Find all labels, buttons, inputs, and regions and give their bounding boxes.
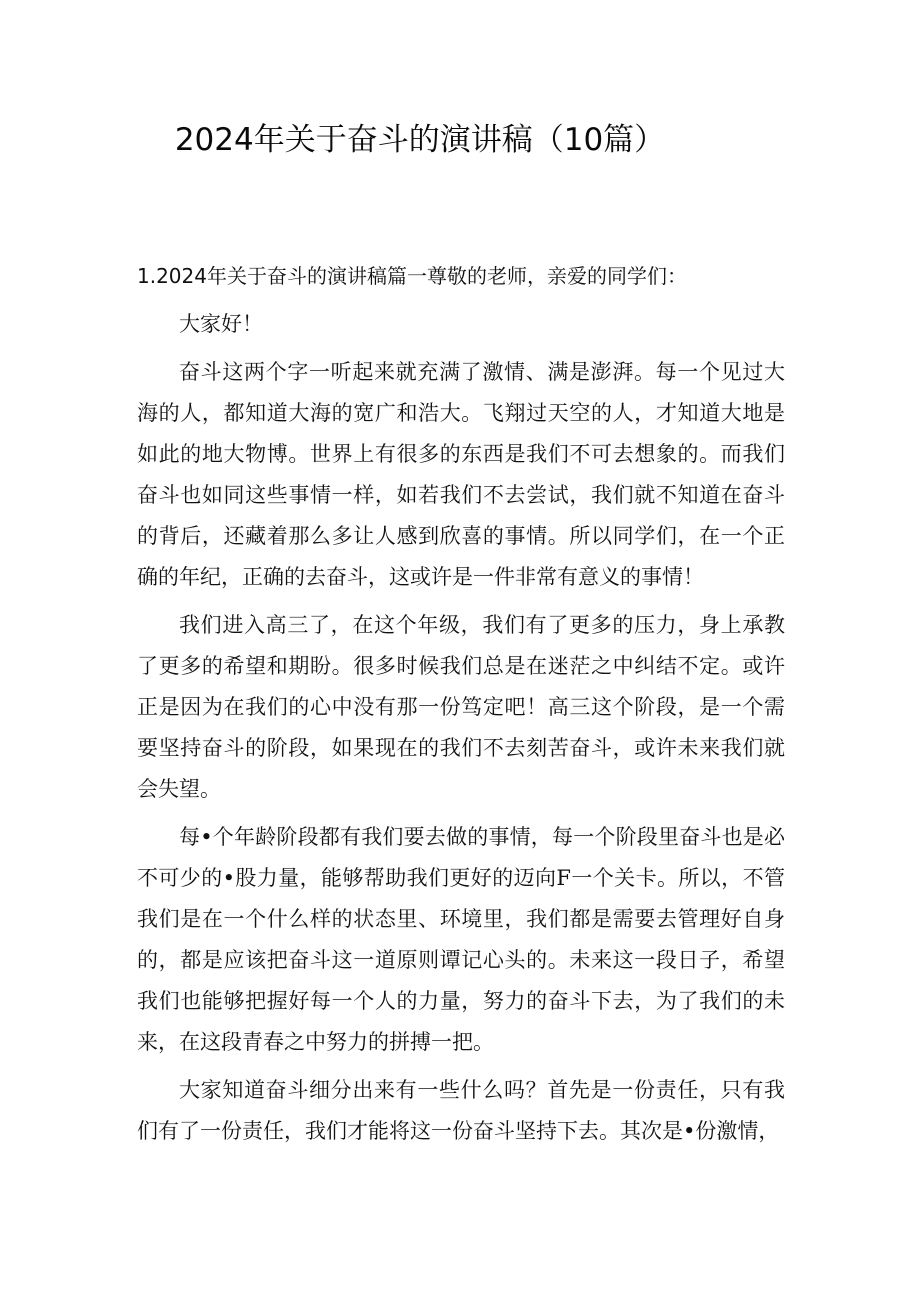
paragraph: 奋斗这两个字一听起来就充满了激情、满是澎湃。每一个见过大海的人，都知道大海的宽广和浩大。飞翔过天空的人，才知道大地是如此的地大物博。世界上有很多的东西是我们不可去想象的。而我们奋斗也如同这些事情一样，如若我们不去尝试，我们就不知道在奋斗的背后，还藏着那么多让人感到欣喜的事情。所以同学们，在一个正确的年纪，正确的去奋斗，这或许是一件非常有意义的事情！ bbox=[137, 360, 785, 589]
paragraph: 每•个年龄阶段都有我们要去做的事情，每一个阶段里奋斗也是必不可少的•股力量，能够帮助我们更好的迈向F一个关卡。所以，不管我们是在一个什么样的状态里、环境里，我们都是需要去管理好自身的，都是应该把奋斗这一道原则谭记心头的。未来这一段日子，希望我们也能够把握好每一个人的力量，努力的奋斗下去，为了我们的未来，在这段青春之中努力的拼搏一把。 bbox=[137, 825, 785, 1054]
paragraph: 大家知道奋斗细分出来有一些什么吗？首先是一份责任，只有我们有了一份责任，我们才能将这一份奋斗坚持下去。其次是•份激情， bbox=[137, 1078, 785, 1143]
section-heading: 1.2024年关于奋斗的演讲稿篇一尊敬的老师，亲爱的同学们： bbox=[137, 264, 687, 288]
paragraph: 我们进入高三了，在这个年级，我们有了更多的压力，身上承教了更多的希望和期盼。很多时候我们总是在迷茫之中纠结不定。或许正是因为在我们的心中没有那一份笃定吧！高三这个阶段，是一个需要坚持奋斗的阶段，如果现在的我们不去刻苦奋斗，或许未来我们就会失望。 bbox=[137, 613, 785, 801]
paragraph-greeting: 大家好！ bbox=[179, 312, 263, 336]
document-body bbox=[137, 256, 785, 1152]
document-title: 2024年关于奋斗的演讲稿（10篇） bbox=[174, 122, 666, 158]
